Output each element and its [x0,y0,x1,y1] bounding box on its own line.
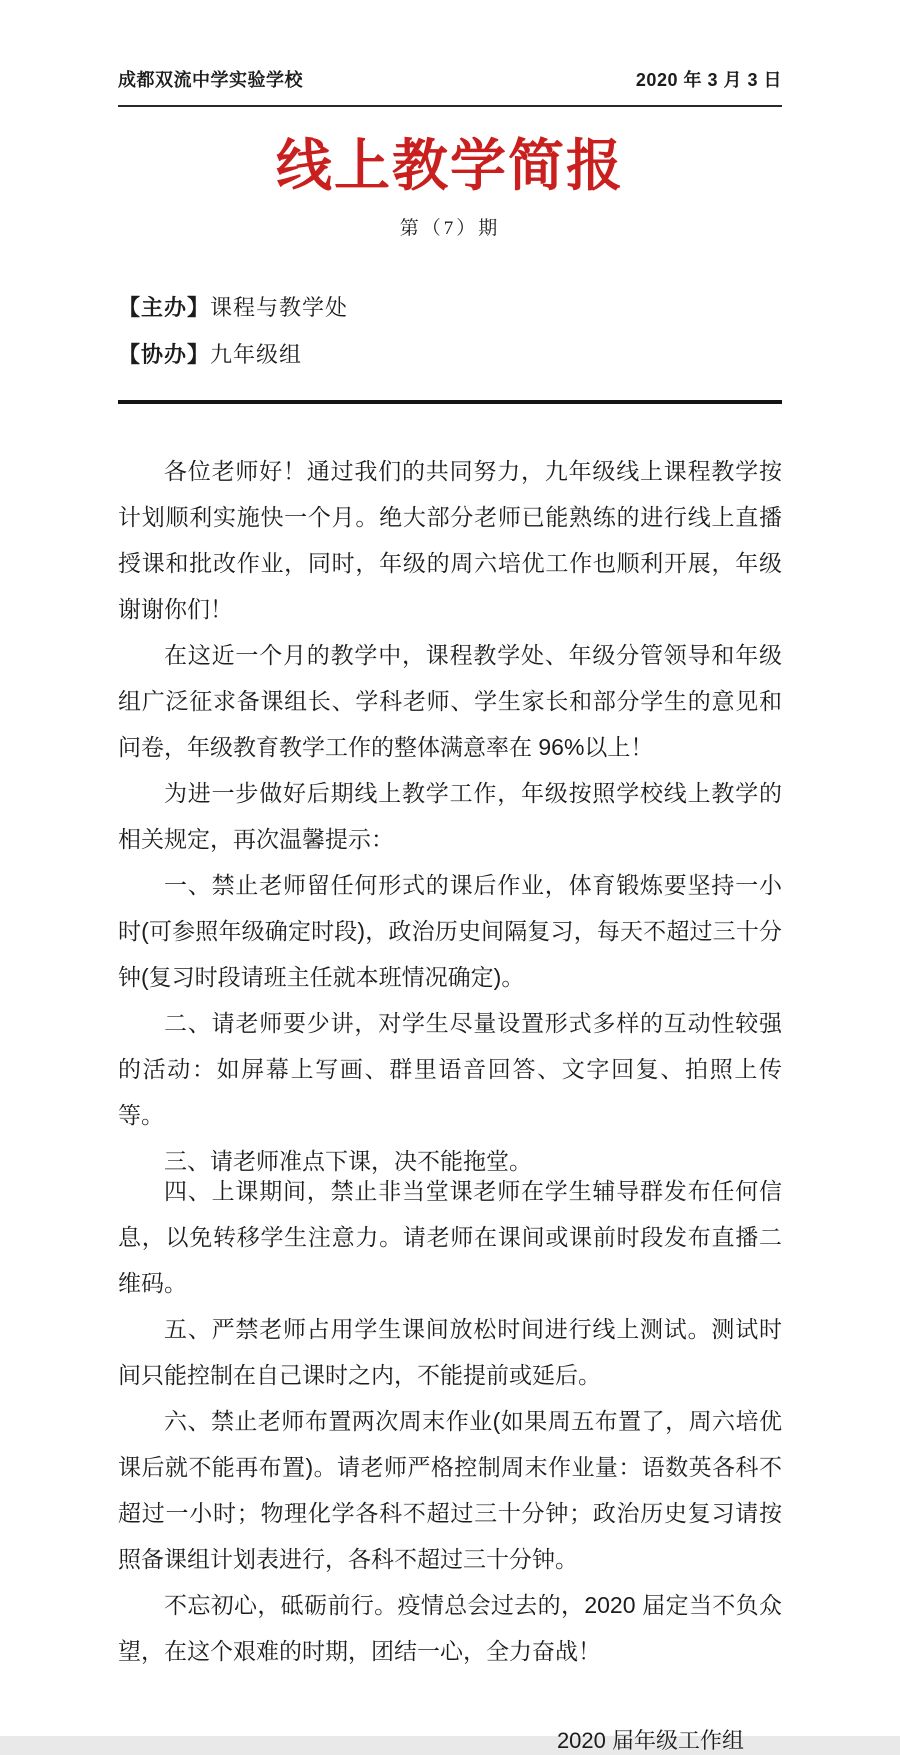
organizer-row [118,331,782,378]
header-date: 2020 年 3 月 3 日 [635,70,782,90]
body-paragraph: 二、请老师要少讲，对学生尽量设置形式多样的互动性较强的活动：如屏幕上写画、群里语音回答、文字回复、拍照上传等。 [118,1010,782,1128]
organizer-label: 【协办】 [118,342,211,367]
body-paragraph: 三、请老师准点下课，决不能拖堂。 [164,1148,532,1174]
body-paragraph: 一、禁止老师留任何形式的课后作业，体育锻炼要坚持一小时(可参照年级确定时段)，政治历史间隔复习，每天不超过三十分钟(复习时段请班主任就本班情况确定)。 [118,872,782,990]
organizer-value: 九年级组 [210,342,303,367]
body-paragraph: 五、严禁老师占用学生课间放松时间进行线上测试。测试时间只能控制在自己课时之内，不能提前或延后。 [118,1316,782,1388]
body-paragraph: 六、禁止老师布置两次周末作业(如果周五布置了，周六培优课后就不能再布置)。请老师严格控制周末作业量：语数英各科不超过一小时；物理化学各科不超过三十分钟；政治历史复习请按照备课组计划表进行，各科不超过三十分钟。 [118,1408,782,1572]
body-paragraph: 在这近一个月的教学中，课程教学处、年级分管领导和年级组广泛征求备课组长、学科老师、学生家长和部分学生的意见和问卷，年级教育教学工作的整体满意率在 96%以上！ [118,642,782,760]
organizer-value: 课程与教学处 [210,295,349,320]
page-header [118,0,782,107]
body-paragraph: 为进一步做好后期线上教学工作，年级按照学校线上教学的相关规定，再次温馨提示： [118,780,782,852]
organizer-block [118,284,782,404]
organizer-row [118,284,782,331]
body-text [118,448,782,1674]
bulletin-title: 线上教学简报 [276,134,624,197]
school-name: 成都双流中学实验学校 [118,70,303,90]
body-paragraph: 各位老师好！通过我们的共同努力，九年级线上课程教学按计划顺利实施快一个月。绝大部分老师已能熟练的进行线上直播授课和批改作业，同时，年级的周六培优工作也顺利开展，年级谢谢你们！ [118,458,782,622]
body-paragraph: 不忘初心，砥砺前行。疫情总会过去的，2020 届定当不负众望，在这个艰难的时期，团结一心，全力奋战！ [118,1592,782,1664]
signature: 2020 届年级工作组 [556,1728,744,1753]
body-paragraph: 四、上课期间，禁止非当堂课老师在学生辅导群发布任何信息，以免转移学生注意力。请老师在课间或课前时段发布直播二维码。 [118,1178,782,1296]
organizer-label: 【主办】 [118,295,211,320]
issue-number: 第（7）期 [399,218,501,239]
